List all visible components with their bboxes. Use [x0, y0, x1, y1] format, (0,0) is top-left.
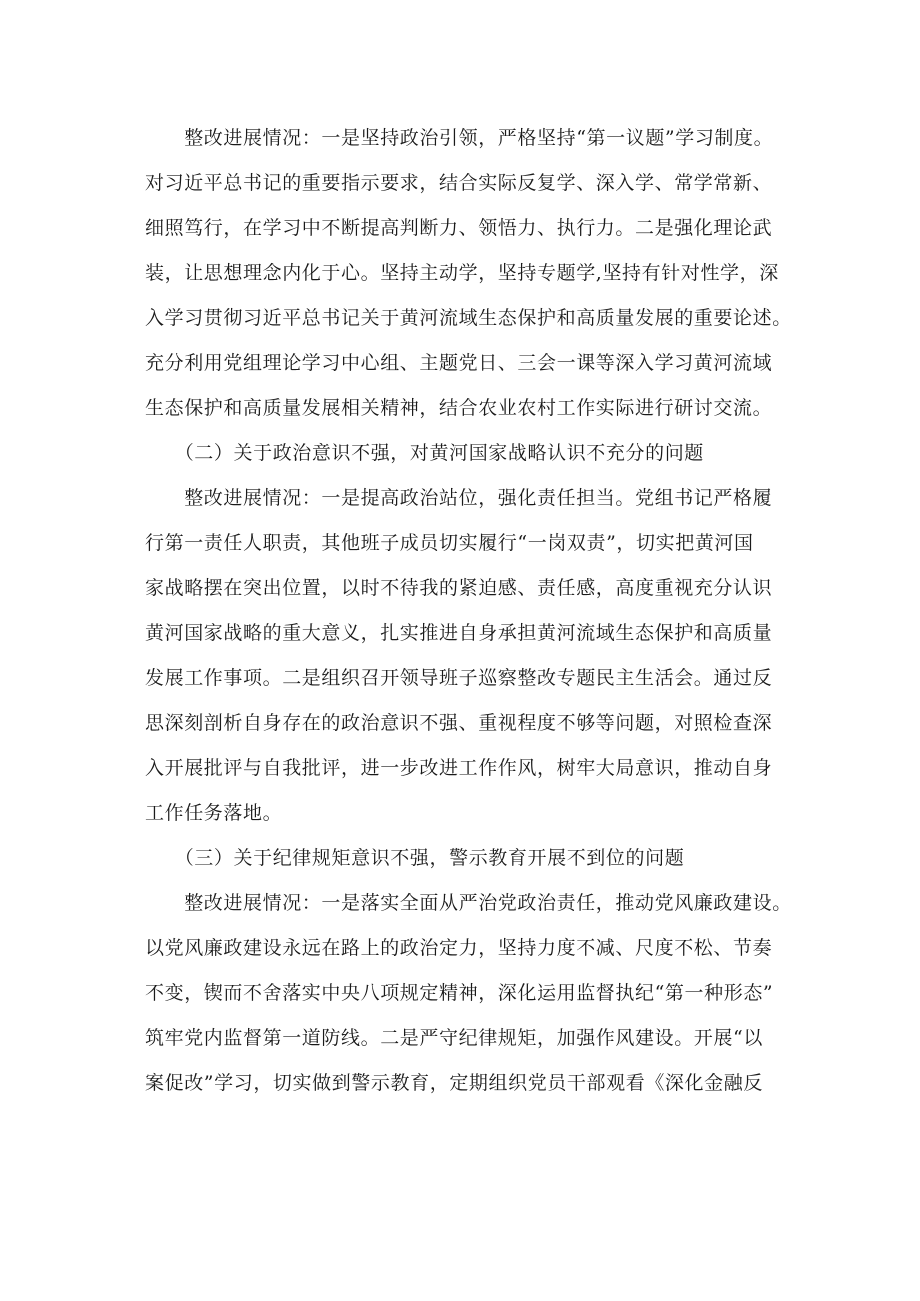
text-line: 思深刻剖析自身存在的政治意识不强、重视程度不够等问题，对照检查深	[145, 712, 773, 734]
text-line: 筑牢党内监督第一道防线。二是严守纪律规矩，加强作风建设。开展“以	[145, 1027, 763, 1049]
text-line: 行第一责任人职责，其他班子成员切实履行“一岗双责”，切实把黄河国	[145, 532, 754, 554]
text-line: 整改进展情况：一是提高政治站位，强化责任担当。党组书记严格履	[145, 487, 773, 509]
text-line: 整改进展情况：一是落实全面从严治党政治责任，推动党风廉政建设。	[145, 892, 792, 914]
text-line: 发展工作事项。二是组织召开领导班子巡察整改专题民主生活会。通过反	[145, 667, 773, 689]
text-line: 家战略摆在突出位置，以时不待我的紧迫感、责任感，高度重视充分认识	[145, 577, 773, 599]
section-heading: （三）关于纪律规矩意识不强，警示教育开展不到位的问题	[145, 847, 685, 869]
text-line: 不变，锲而不舍落实中央八项规定精神，深化运用监督执纪“第一种形态”	[145, 982, 774, 1004]
text-line: 黄河国家战略的重大意义，扎实推进自身承担黄河流域生态保护和高质量	[145, 622, 773, 644]
text-line: 细照笃行，在学习中不断提高判断力、领悟力、执行力。二是强化理论武	[145, 217, 773, 239]
text-line: 充分利用党组理论学习中心组、主题党日、三会一课等深入学习黄河流域	[145, 352, 773, 374]
text-line: 装，让思想理念内化于心。坚持主动学，坚持专题学,坚持有针对性学，深	[145, 262, 779, 284]
text-line: 工作任务落地。	[145, 802, 283, 824]
text-line: 对习近平总书记的重要指示要求，结合实际反复学、深入学、常学常新、	[145, 172, 773, 194]
text-line: 以党风廉政建设永远在路上的政治定力，坚持力度不减、尺度不松、节奏	[145, 937, 773, 959]
text-line: 入学习贯彻习近平总书记关于黄河流域生态保护和高质量发展的重要论述。	[145, 307, 792, 329]
text-line: 整改进展情况：一是坚持政治引领，严格坚持“第一议题”学习制度。	[145, 127, 774, 149]
text-line: 案促改”学习，切实做到警示教育，定期组织党员干部观看《深化金融反	[145, 1072, 763, 1094]
section-heading: （二）关于政治意识不强，对黄河国家战略认识不充分的问题	[145, 442, 704, 464]
text-line: 入开展批评与自我批评，进一步改进工作作风，树牢大局意识，推动自身	[145, 757, 773, 779]
text-line: 生态保护和高质量发展相关精神，结合农业农村工作实际进行研讨交流。	[145, 397, 773, 419]
